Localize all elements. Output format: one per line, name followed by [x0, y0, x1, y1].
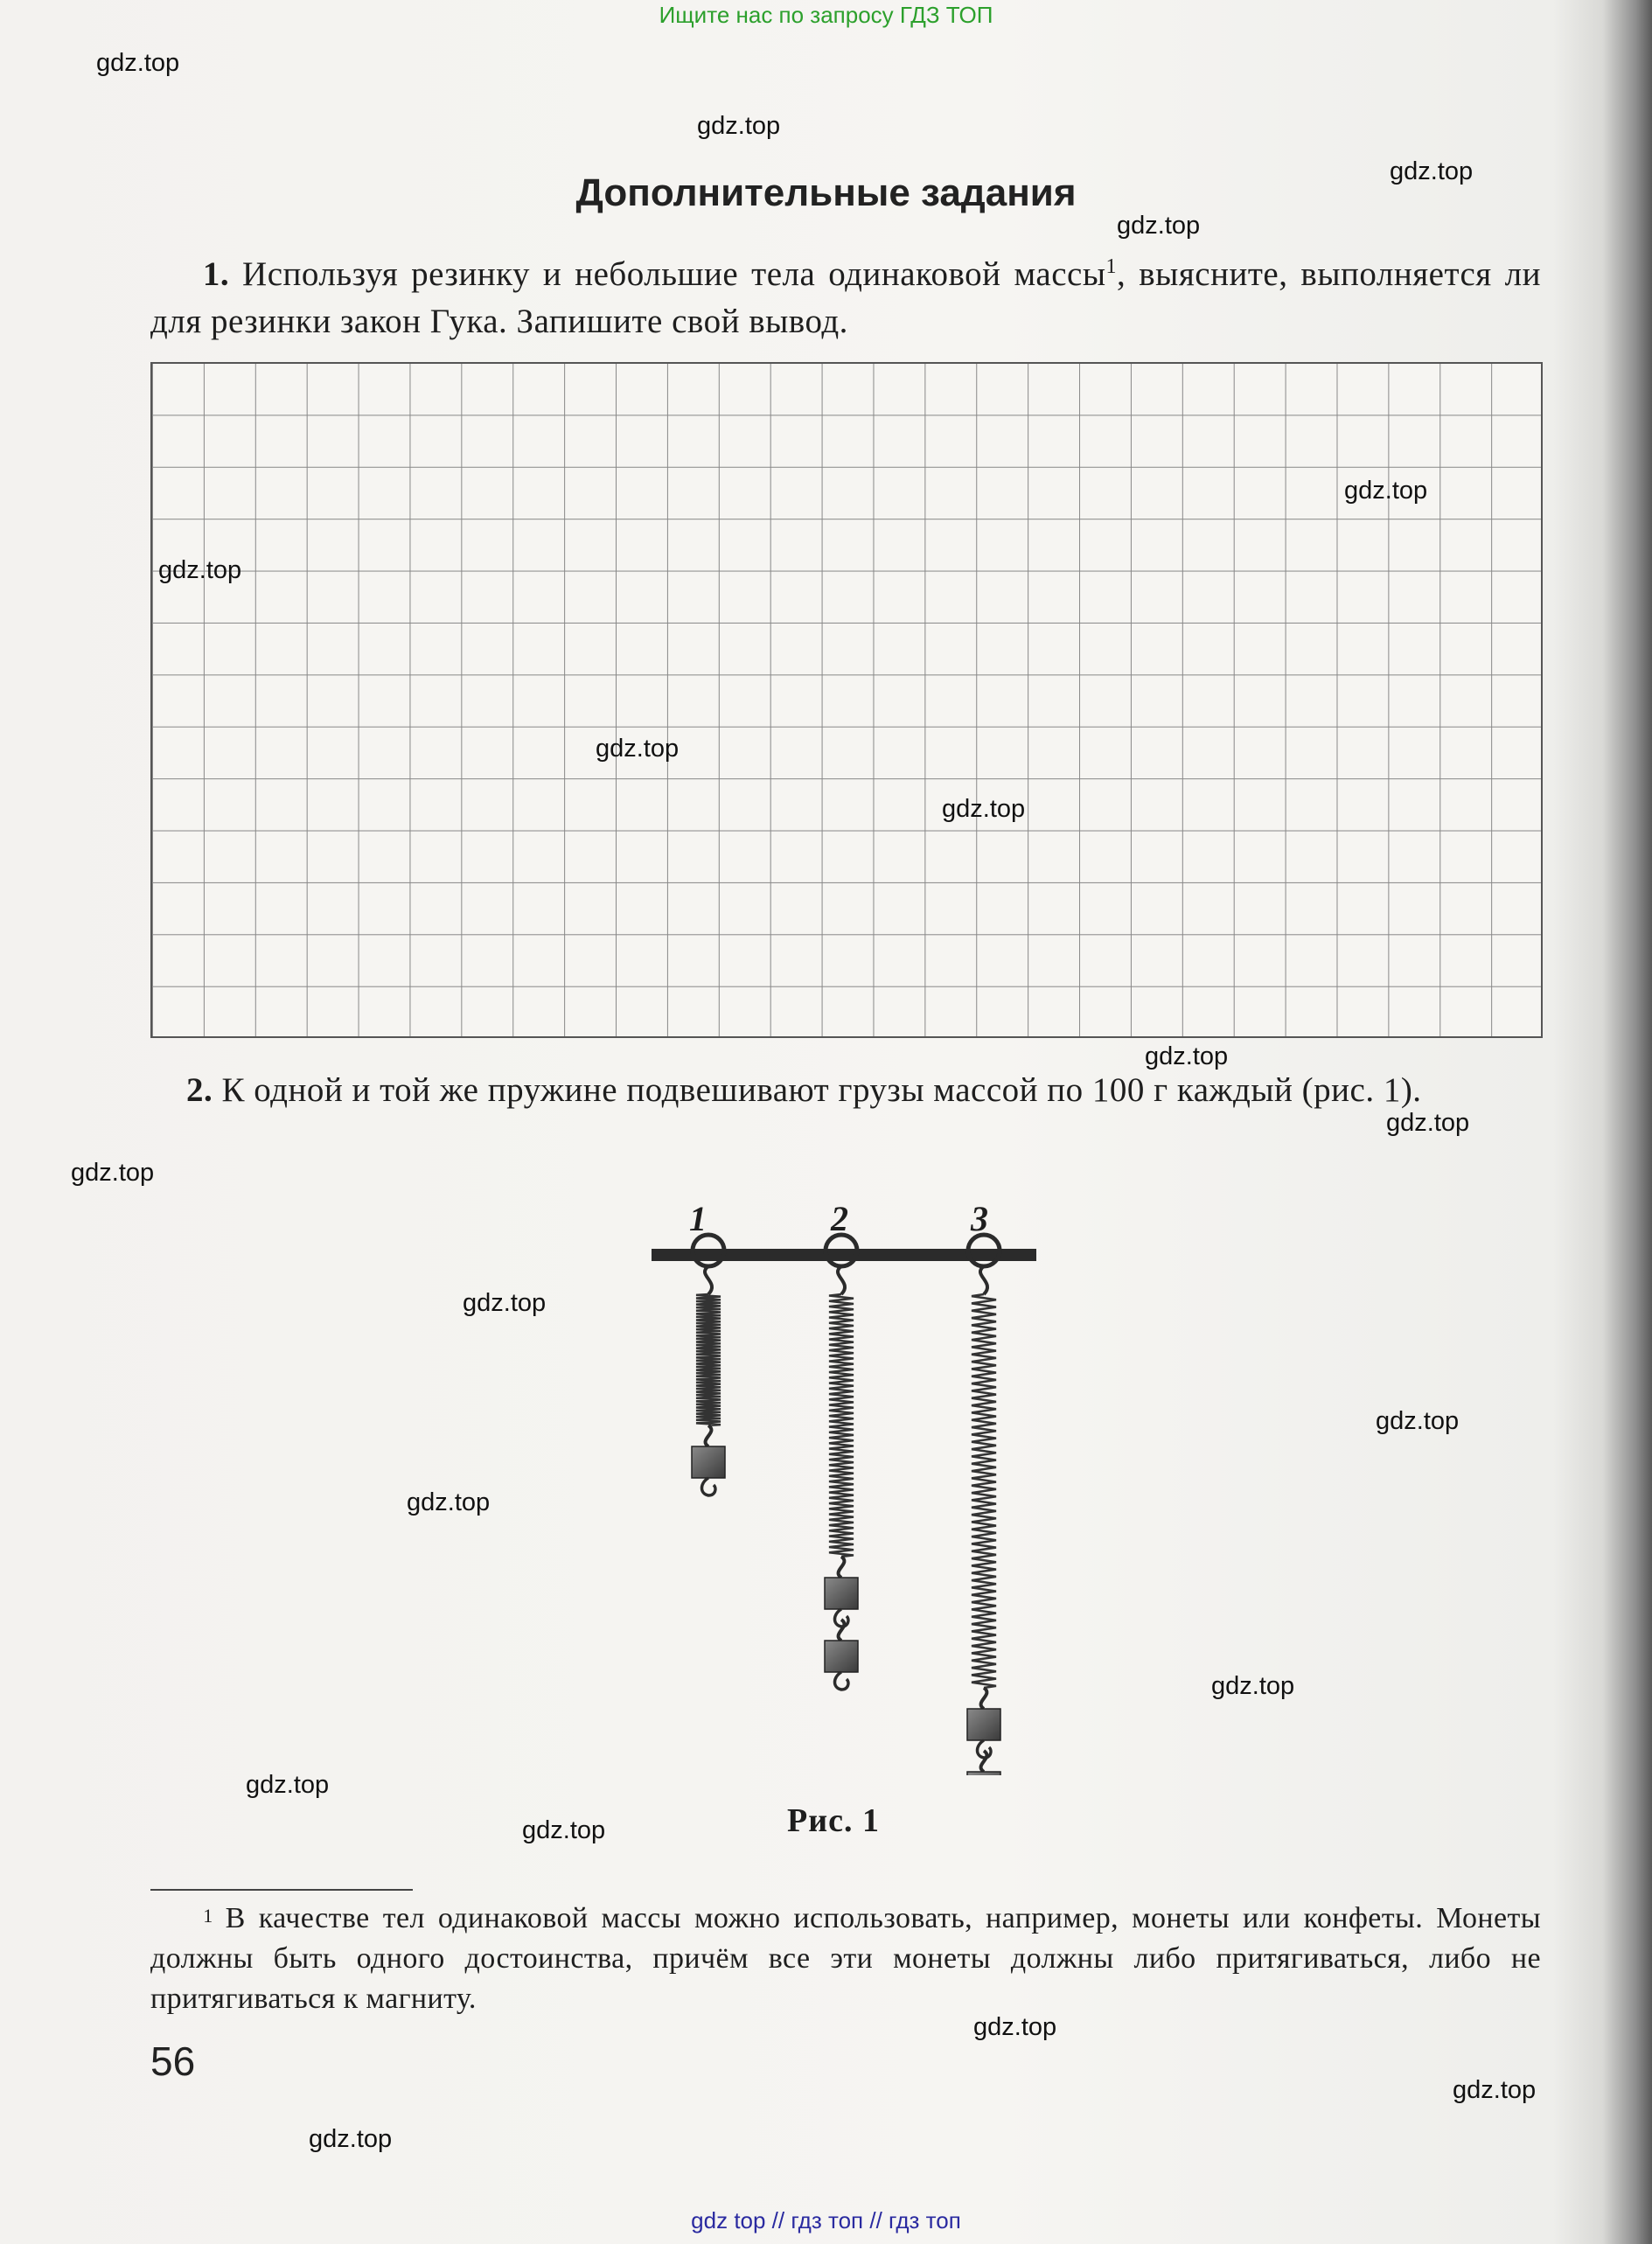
watermark: gdz.top	[463, 1289, 547, 1317]
watermark: gdz.top	[96, 49, 180, 77]
task-2-text: К одной и той же пружине подвешивают грузы массой по 100 г каждый (рис. 1).	[221, 1071, 1422, 1109]
watermark: gdz.top	[1145, 1042, 1229, 1070]
watermark: gdz.top	[71, 1159, 155, 1187]
weight-3-1	[967, 1709, 1000, 1740]
weight-2-2	[825, 1641, 858, 1672]
watermark: gdz.top	[158, 556, 242, 584]
spring-1	[692, 1235, 725, 1495]
figure-caption: Рис. 1	[787, 1802, 880, 1839]
answer-grid[interactable]	[150, 362, 1543, 1038]
section-title: Дополнительные задания	[575, 171, 1077, 214]
spring-label-2: 2	[831, 1199, 848, 1238]
watermark: gdz.top	[942, 795, 1026, 823]
page-number: 56	[150, 2038, 196, 2084]
footnote-text: В качестве тел одинаковой массы можно использовать, например, монеты или конфеты. Монеты должны быть одного достоинства, причём все эти монеты должны либо притягиваться, либо не притягиваться к магниту.	[150, 1902, 1541, 2015]
task-1	[150, 243, 1541, 345]
watermark: gdz.top	[1211, 1672, 1295, 1700]
footnote-divider	[150, 1889, 413, 1891]
task-2-number: 2.	[186, 1071, 213, 1109]
watermark: gdz.top	[1386, 1109, 1470, 1137]
watermark: gdz.top	[973, 2013, 1057, 2041]
support-bar	[652, 1249, 1036, 1261]
task-1-text-end: , выясните, выполняется ли для резинки закон Гука. Запишите свой вывод.	[150, 255, 1542, 340]
spring-label-1: 1	[689, 1199, 707, 1238]
weight-3-2	[967, 1772, 1000, 1775]
watermark: gdz.top	[1376, 1407, 1460, 1435]
watermark: gdz.top	[1453, 2076, 1537, 2104]
watermark: gdz.top	[246, 1771, 330, 1799]
springs-figure	[630, 1198, 1049, 1775]
watermark: gdz.top	[1117, 212, 1201, 240]
footnote-ref[interactable]: 1	[1105, 255, 1118, 278]
watermark: gdz.top	[596, 735, 680, 763]
watermark: gdz.top	[697, 112, 781, 140]
weight-1-1	[692, 1446, 725, 1478]
watermark: gdz.top	[309, 2125, 393, 2153]
watermark: gdz.top	[522, 1816, 606, 1844]
task-2	[150, 1067, 1541, 1114]
spring-2	[825, 1235, 858, 1690]
spring-label-3: 3	[971, 1199, 988, 1238]
footnote	[150, 1896, 1541, 2019]
spring-3	[967, 1235, 1000, 1775]
bottom-banner-link[interactable]: gdz top // гдз топ // гдз топ	[691, 2207, 961, 2234]
weight-2-1	[825, 1578, 858, 1609]
watermark: gdz.top	[407, 1488, 491, 1516]
watermark: gdz.top	[1390, 157, 1474, 185]
top-banner-link[interactable]: Ищите нас по запросу ГДЗ ТОП	[659, 2, 993, 28]
task-1-number: 1.	[202, 255, 230, 293]
footnote-marker: 1	[203, 1905, 213, 1927]
task-1-text: Используя резинку и небольшие тела одинаковой массы	[242, 255, 1106, 293]
watermark: gdz.top	[1344, 477, 1428, 505]
